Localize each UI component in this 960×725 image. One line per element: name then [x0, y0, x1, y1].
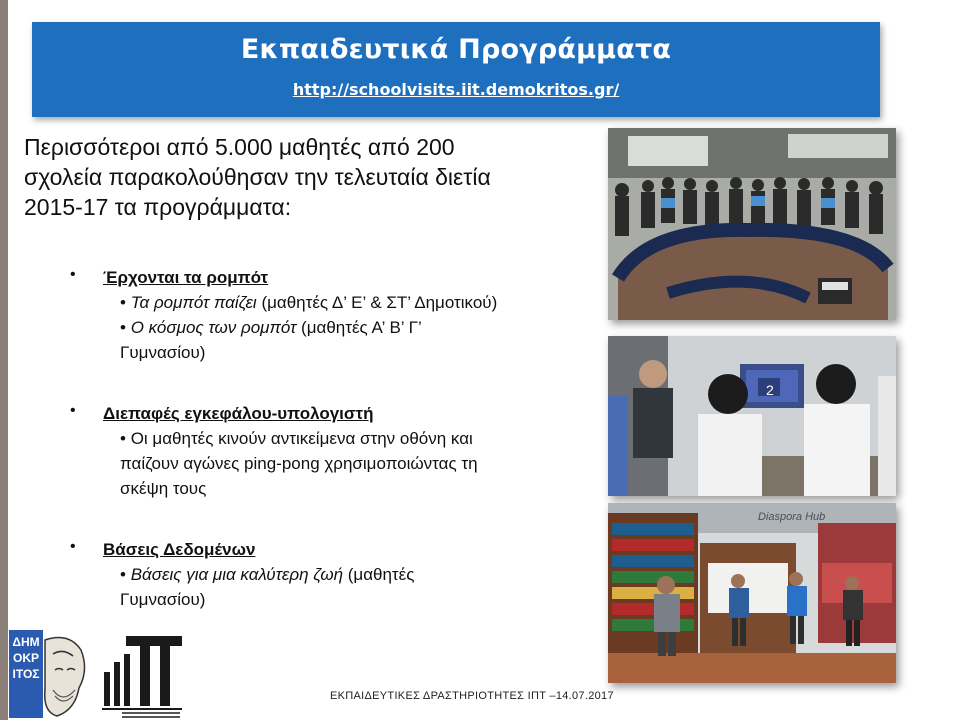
library-illustration	[608, 503, 896, 683]
demokritos-logo	[9, 630, 89, 718]
program-sub-item	[103, 426, 610, 451]
sub-item-title: Τα ρομπότ παίζει	[130, 293, 257, 312]
program-sub-item-cont: Γυμνασίου)	[120, 343, 206, 362]
intro-line-1: Περισσότεροι από 5.000 μαθητές από 200	[24, 134, 455, 160]
sub-item-detail: (μαθητές Α’ Β’ Γ’	[296, 318, 422, 337]
demokritos-logo-text: ΔΗΜΟΚΡΙΤΟΣ	[12, 635, 40, 681]
bci-illustration	[608, 336, 896, 496]
program-url-link[interactable]: http://schoolvisits.iit.demokritos.gr/	[292, 80, 620, 99]
sub-item-detail: (μαθητές	[343, 565, 415, 584]
bullet-icon: •	[70, 402, 76, 419]
program-sub-item	[103, 290, 610, 315]
photo-bci-session	[608, 336, 896, 496]
program-title: Βάσεις Δεδομένων	[103, 540, 256, 559]
bullet-icon: •	[70, 538, 76, 555]
intro-text	[24, 132, 604, 222]
program-item-robots	[70, 266, 610, 365]
program-item-databases	[70, 538, 610, 612]
sub-bullet-icon: •	[120, 293, 126, 312]
photo-sign-text: Diaspora Hub	[758, 511, 826, 523]
sub-bullet-icon: •	[120, 318, 126, 337]
program-title: Έρχονται τα ρομπότ	[103, 268, 269, 287]
sub-bullet-icon: •	[120, 429, 126, 448]
sub-item-title: Ο κόσμος των ρομπότ	[130, 318, 297, 337]
program-sub-item	[103, 315, 610, 340]
left-accent-bar	[0, 0, 8, 720]
sub-item-detail: (μαθητές Δ’ Ε’ & ΣΤ’ Δημοτικού)	[256, 293, 498, 312]
bullet-icon: •	[70, 266, 76, 283]
program-sub-item	[103, 562, 610, 587]
sub-item-title: Βάσεις για μια καλύτερη ζωή	[130, 565, 344, 584]
program-list	[70, 266, 610, 612]
sub-item-detail: Οι μαθητές κινούν αντικείμενα στην οθόνη και	[130, 429, 473, 448]
title-banner	[32, 22, 880, 117]
slide-title: Εκπαιδευτικά Προγράμματα	[240, 34, 672, 65]
screen-number: 2	[766, 382, 774, 398]
program-sub-item-cont: Γυμνασίου)	[120, 590, 206, 609]
iit-logo	[100, 632, 184, 720]
program-sub-item-cont: παίζουν αγώνες ping-pong χρησιμοποιώντας τη	[120, 454, 478, 473]
program-item-bci	[70, 402, 610, 501]
iit-logo-icon	[100, 632, 184, 720]
program-title: Διεπαφές εγκεφάλου-υπολογιστή	[103, 404, 374, 423]
program-sub-item-cont: σκέψη τους	[120, 479, 207, 498]
intro-line-3: 2015-17 τα προγράμματα:	[24, 194, 292, 220]
photo-library-visit	[608, 503, 896, 683]
photo-robots-arena	[608, 128, 896, 320]
robots-arena-illustration	[608, 128, 896, 320]
slide-footer: ΕΚΠΑΙΔΕΥΤΙΚΕΣ ΔΡΑΣΤΗΡΙΟΤΗΤΕΣ ΙΠΤ –14.07.2017	[330, 690, 614, 702]
intro-line-2: σχολεία παρακολούθησαν την τελευταία διετία	[24, 164, 491, 190]
sub-bullet-icon: •	[120, 565, 126, 584]
